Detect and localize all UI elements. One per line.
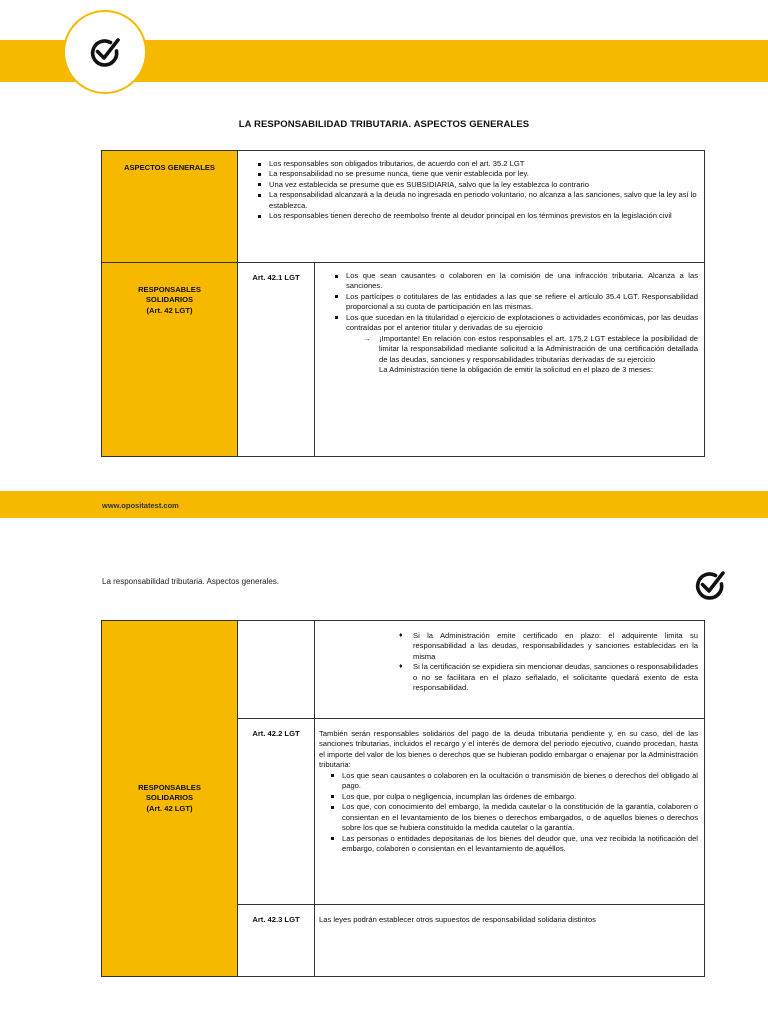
list-item: Los responsables tienen derecho de reembolso frente al deudor principal en los términos previstos en la legislación civil	[256, 211, 698, 221]
list-item: Los partícipes o cotitulares de las entidades a las que se refiere el artículo 35.4 LGT. Responsabilidad proporcional a su cuota de participación en las mismas.	[333, 292, 698, 313]
aspectos-generales-cell	[238, 151, 705, 263]
list-item: Las personas o entidades depositarias de los bienes del deudor que, una vez recibida la notificación del embargo, colaboren o consientan en el levantamiento de aquéllos.	[329, 834, 698, 855]
page-subheader: La responsabilidad tributaria. Aspectos generales.	[102, 577, 279, 586]
list-item: Los responsables son obligados tributarios, de acuerdo con el art. 35.2 LGT	[256, 159, 698, 169]
responsables-solidarios-label	[102, 263, 238, 457]
arrow-right-icon: →	[363, 333, 371, 343]
check-circle-icon	[690, 565, 730, 605]
resp-line-2: SOLIDARIOS	[145, 793, 194, 803]
article-42-2-content	[315, 719, 705, 905]
resp-line-1: RESPONSABLES	[138, 782, 201, 792]
resp-line-3: (Art. 42 LGT)	[146, 305, 193, 315]
resp-line-1: RESPONSABLES	[138, 285, 201, 294]
list-item: ♦ Si la Administración emite certificado en plazo: el adquirente limita su responsabilidad a las deudas, responsabilidades y sanciones establecidas en la misma	[399, 631, 698, 662]
list-item: La responsabilidad alcanzará a la deuda no ingresada en periodo voluntario, no alcanza a las sanciones, salvo que la ley así lo establezca.	[256, 190, 698, 211]
list-item: Los que, con conocimiento del embargo, la medida cautelar o la constitución de la garantía, colaboren o consientan en el levantamiento de los bienes o derechos embargados, o de aquellos bienes o derechos sobre los que se hubiera constituido la medida cautelar o la garantía.	[329, 802, 698, 833]
aspectos-list	[256, 159, 698, 222]
brand-logo	[63, 10, 147, 94]
list-item: Los que, por culpa o negligencia, incumplan las órdenes de embargo.	[329, 792, 698, 802]
table-row	[102, 151, 705, 263]
list-item: Los que sean causantes o colaboren en la comisión de una infracción tributaria. Alcanza a las sanciones.	[333, 271, 698, 292]
table-row	[102, 263, 705, 457]
empty-article-cell	[238, 621, 315, 719]
article-42-2-list	[329, 771, 698, 855]
check-circle-icon	[85, 32, 125, 72]
list-item: Los que sean causantes o colaboren en la ocultación o transmisión de bienes o derechos del obligado al pago.	[329, 771, 698, 792]
article-42-1-content	[315, 263, 705, 457]
article-42-3-content: Las leyes podrán establecer otros supuestos de responsabilidad solidaria distintos	[315, 905, 705, 977]
responsables-solidarios-label	[102, 621, 238, 977]
list-item: Una vez establecida se presume que es SUBSIDIARIA, salvo que la ley establezca lo contrario	[256, 180, 698, 190]
website-link[interactable]: www.opositatest.com	[102, 501, 179, 510]
list-item: ♦ Si la certificación se expidiera sin mencionar deudas, sanciones o responsabilidades o no se facilitara en el plazo señalado, el solicitante quedará exento de esta responsabilidad.	[399, 662, 698, 693]
resp-line-3: (Art. 42 LGT)	[146, 803, 193, 813]
article-42-3-label: Art. 42.3 LGT	[238, 905, 315, 977]
obligation-text: La Administración tiene la obligación de emitir la solicitud en el plazo de 3 meses:	[379, 365, 653, 375]
table-row	[102, 621, 705, 719]
list-item: La responsabilidad no se presume nunca, tiene que venir establecida por ley.	[256, 169, 698, 179]
list-item: Los que sucedan en la titularidad o ejercicio de explotaciones o actividades económicas, por las deudas contraídas por el anterior titular y derivadas de su ejercicio	[333, 313, 698, 334]
important-text: ¡Importante! En relación con estos responsables el art. 175.2 LGT establece la posibilidad de limitar la responsabilidad mediante solicitud a la Administración de una certificación detallada de las deudas, sanciones y responsabilidades tributarias derivadas de su ejercicio	[379, 333, 699, 364]
article-42-1-label: Art. 42.1 LGT	[238, 263, 315, 457]
continuation-list	[399, 631, 698, 694]
important-note	[333, 334, 698, 365]
article-42-2-label: Art. 42.2 LGT	[238, 719, 315, 905]
responsibility-table-2	[101, 620, 705, 977]
responsibility-table-1	[101, 150, 705, 457]
resp-line-2: SOLIDARIOS	[145, 295, 194, 305]
aspectos-generales-label: ASPECTOS GENERALES	[102, 151, 238, 263]
article-42-2-intro: También serán responsables solidarios del pago de la deuda tributaria pendiente y, en su caso, del de las sanciones tributarias, incluidos el recargo y el interés de demora del periodo ejecutivo, cuando procedan, hasta el importe del valor de los bienes o derechos que se hubieran podido embargar o enajenar por la Administración tributaria:	[319, 729, 698, 770]
article-42-1-list	[333, 271, 698, 334]
continuation-cell	[315, 621, 705, 719]
page-title: LA RESPONSABILIDAD TRIBUTARIA. ASPECTOS GENERALES	[238, 119, 530, 130]
